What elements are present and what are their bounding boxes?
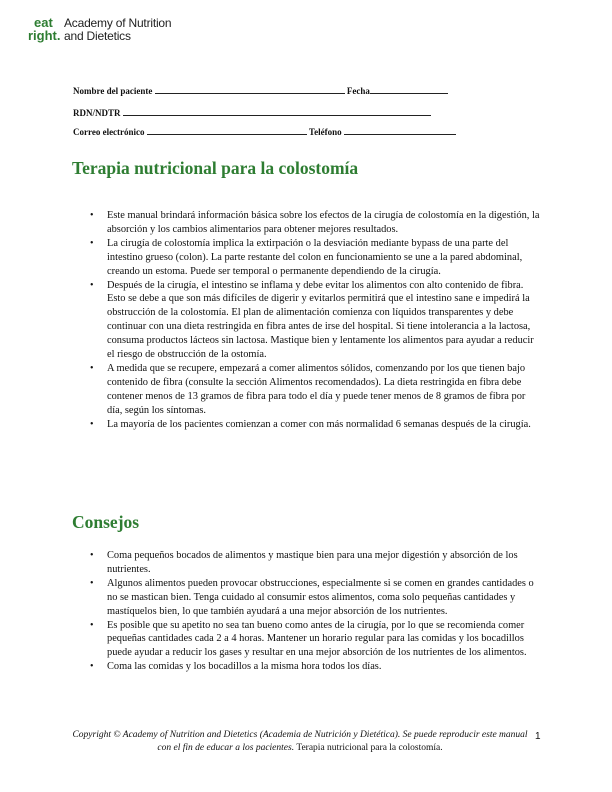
date-field[interactable] xyxy=(370,84,448,94)
organization-name xyxy=(64,17,171,43)
rdn-row xyxy=(73,106,431,118)
footer-document-title: Terapia nutricional para la colostomía. xyxy=(296,742,443,753)
intro-list xyxy=(90,209,540,432)
rdn-field[interactable] xyxy=(123,106,431,116)
page-number: 1 xyxy=(535,731,541,742)
patient-name-label: Nombre del paciente xyxy=(73,86,153,96)
footer xyxy=(70,729,530,754)
copyright-notice: Copyright © Academy of Nutrition and Dietetics (Academia de Nutrición y Dietética). Se puede reproducir este manual con el fin de educar a los pacientes. xyxy=(72,730,528,753)
list-item: • La mayoría de los pacientes comienzan a comer con más normalidad 6 semanas después de la cirugía. xyxy=(90,418,540,432)
list-item: • La cirugía de colostomía implica la extirpación o la desviación mediante bypass de una parte del intestino grueso (colon). La parte restante del colon en funcionamiento se une a la pared abdominal, creando un estoma. Puede ser temporal o permanente dependiendo de la cirugía. xyxy=(90,237,540,279)
email-label: Correo electrónico xyxy=(73,127,145,137)
list-item: • Coma las comidas y los bocadillos a la misma hora todos los días. xyxy=(90,660,540,674)
organization-name-line1: Academy of Nutrition xyxy=(64,16,172,30)
rdn-label: RDN/NDTR xyxy=(73,108,121,118)
eat-right-logo-mark xyxy=(28,16,62,46)
list-item: • Después de la cirugía, el intestino se inflama y debe evitar los alimentos con alto contenido de fibra. Esto se debe a que son más difíciles de digerir y evitarlos permitirá que el intestino sane e impedirá la obstrucción de la colostomía. El plan de alimentación comienza con líquidos transparentes y debe continuar con una dieta restringida en fibra antes de irse del hospital. Si tiene intolerancia a la lactosa, consuma productos lácteos sin lactosa. Mastique bien y lentamente los alimentos para ayudar a reducir el riesgo de obstrucción de la ostomía. xyxy=(90,279,540,362)
list-item: • Algunos alimentos pueden provocar obstrucciones, especialmente si se comen en grandes cantidades o no se mastican bien. Tenga cuidado al consumir estos alimentos, coma solo pequeñas cantidades y mastíquelos bien, lo que también ayudará a una mejor absorción de los nutrientes. xyxy=(90,577,540,619)
logo xyxy=(28,16,228,46)
phone-field[interactable] xyxy=(344,125,456,135)
contact-row xyxy=(73,125,456,137)
list-item: • Este manual brindará información básica sobre los efectos de la cirugía de colostomía en la digestión, la absorción y los cambios alimentarios para obtener mejores resultados. xyxy=(90,209,540,237)
list-item: • Coma pequeños bocados de alimentos y mastique bien para una mejor digestión y absorción de los nutrientes. xyxy=(90,549,540,577)
list-item: • A medida que se recupere, empezará a comer alimentos sólidos, comenzando por los que tienen bajo contenido de fibra (consulte la sección Alimentos recomendados). La dieta restringida en fibra debe contener menos de 13 gramos de fibra para todo el día y puede tener menos de 8 gramos de fibra por día, según los síntomas. xyxy=(90,362,540,418)
section-heading-tips: Consejos xyxy=(72,512,140,532)
page-title: Terapia nutricional para la colostomía xyxy=(72,158,359,178)
logo-mark-top: eat xyxy=(34,15,53,30)
patient-name-row xyxy=(73,84,448,96)
organization-name-line2: and Dietetics xyxy=(64,29,131,43)
email-field[interactable] xyxy=(147,125,307,135)
list-item: • Es posible que su apetito no sea tan bueno como antes de la cirugía, por lo que se recomienda comer pequeñas cantidades cada 2 a 4 horas. Mantener un horario regular para las comidas y los bocadillos puede ayudar a reducir los gases y resultar en una mejor absorción de los nutrientes de los alimentos. xyxy=(90,619,540,661)
patient-name-field[interactable] xyxy=(155,84,345,94)
tips-list xyxy=(90,549,540,674)
phone-label: Teléfono xyxy=(308,127,342,137)
date-label: Fecha xyxy=(346,86,370,96)
logo-mark-bottom: right. xyxy=(28,28,61,43)
